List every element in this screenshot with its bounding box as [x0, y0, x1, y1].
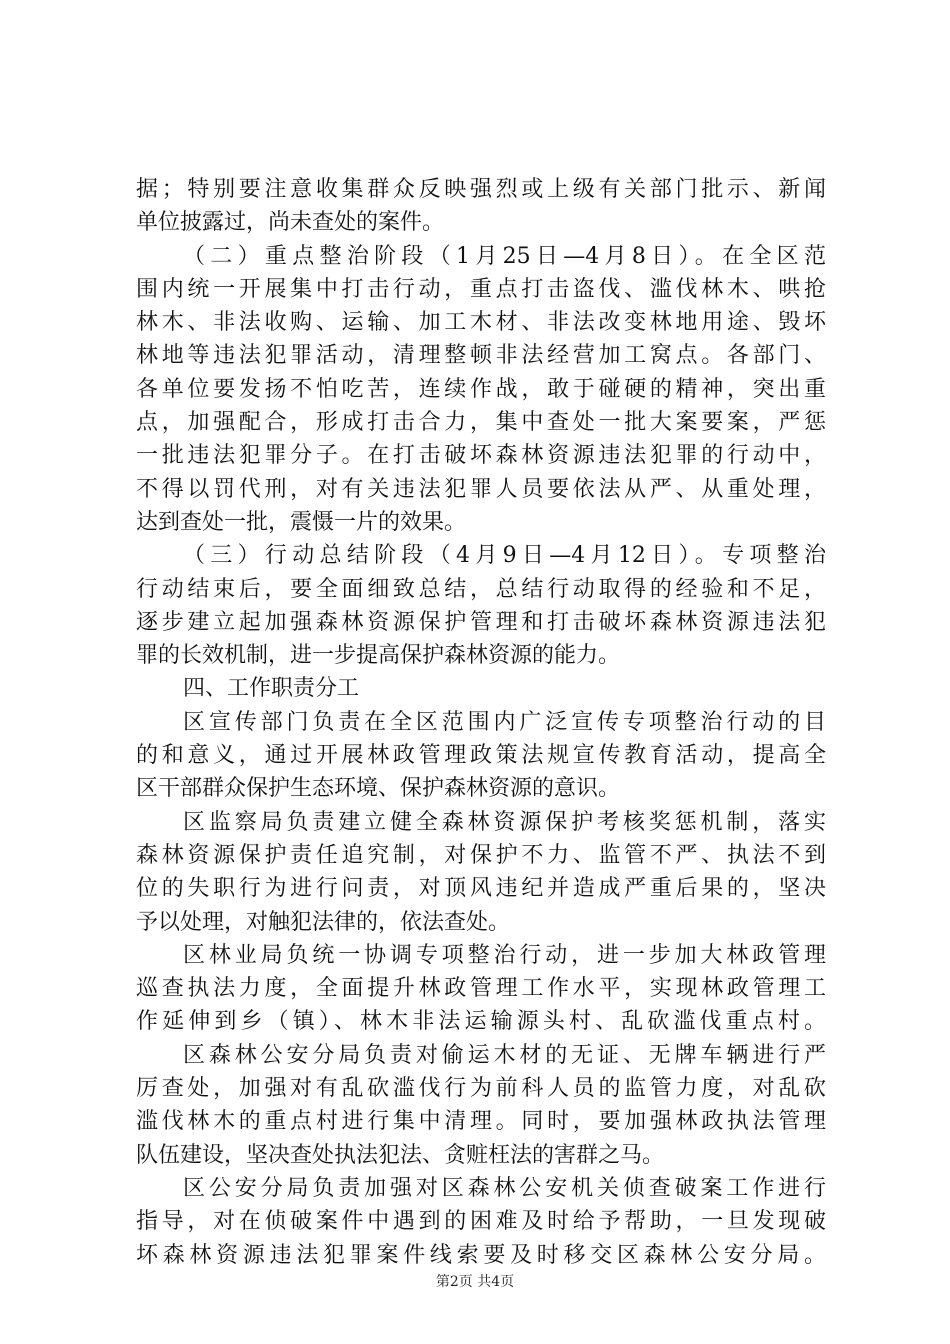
text-line: 点，加强配合，形成打击合力，集中查处一批大案要案，严惩 — [136, 410, 826, 436]
text-line: 坏森林资源违法犯罪案件线索要及时移交区森林公安分局。 — [136, 1242, 826, 1268]
text-line: 位的失职行为进行问责，对顶风违纪并造成严重后果的，坚决 — [136, 876, 826, 902]
text-line: （二）重点整治阶段（1月25日—4月8日）。在全区范 — [183, 243, 826, 269]
document-body — [136, 173, 826, 1272]
text-line: 罪的长效机制，进一步提高保护森林资源的能力。 — [136, 643, 621, 669]
text-line: 森林资源保护责任追究制，对保护不力、监管不严、执法不到 — [136, 842, 826, 868]
text-line: 区干部群众保护生态环境、保护森林资源的意识。 — [136, 776, 621, 802]
text-line: 滥伐林木的重点村进行集中清理。同时，要加强林政执法管理 — [136, 1109, 826, 1135]
text-line: 区宣传部门负责在全区范围内广泛宣传专项整治行动的目 — [183, 709, 826, 735]
text-line: 据；特别要注意收集群众反映强烈或上级有关部门批示、新闻 — [136, 177, 826, 202]
text-line: 达到查处一批，震慑一片的效果。 — [136, 509, 467, 535]
text-line: 围内统一开展集中打击行动，重点打击盗伐、滥伐林木、哄抢 — [136, 276, 826, 302]
text-line: （三）行动总结阶段（4月9日—4月12日）。专项整治 — [183, 543, 826, 569]
text-line: 行动结束后，要全面细致总结，总结行动取得的经验和不足， — [136, 576, 826, 602]
text-line: 不得以罚代刑，对有关违法犯罪人员要依法从严、从重处理， — [136, 476, 826, 502]
text-line: 巡查执法力度，全面提升林政管理工作水平，实现林政管理工 — [136, 976, 826, 1002]
text-line: 一批违法犯罪分子。在打击破坏森林资源违法犯罪的行动中， — [136, 443, 826, 469]
text-line: 予以处理，对触犯法律的，依法查处。 — [136, 909, 511, 935]
text-line: 各单位要发扬不怕吃苦，连续作战，敢于碰硬的精神，突出重 — [136, 376, 826, 402]
text-line: 单位披露过，尚未查处的案件。 — [136, 210, 445, 236]
text-line: 逐步建立起加强森林资源保护管理和打击破坏森林资源违法犯 — [136, 609, 826, 635]
text-line: 队伍建设，坚决查处执法犯法、贪赃枉法的害群之马。 — [136, 1142, 665, 1168]
text-line: 的和意义，通过开展林政管理政策法规宣传教育活动，提高全 — [136, 743, 826, 769]
text-line: 区森林公安分局负责对偷运木材的无证、无牌车辆进行严 — [183, 1042, 826, 1068]
section-heading: 四、工作职责分工 — [183, 676, 360, 702]
text-line: 厉查处，加强对有乱砍滥伐行为前科人员的监管力度，对乱砍 — [136, 1076, 826, 1102]
text-line: 林木、非法收购、运输、加工木材、非法改变林地用途、毁坏 — [136, 310, 826, 336]
text-line: 作延伸到乡（镇）、林木非法运输源头村、乱砍滥伐重点村。 — [136, 1009, 826, 1035]
page-number-footer: 第2页 共4页 — [435, 1274, 515, 1290]
text-line: 区公安分局负责加强对区森林公安机关侦查破案工作进行 — [183, 1175, 826, 1201]
text-line: 区林业局负统一协调专项整治行动，进一步加大林政管理 — [183, 942, 826, 968]
text-line: 林地等违法犯罪活动，清理整顿非法经营加工窝点。各部门、 — [136, 343, 826, 369]
text-line: 区监察局负责建立健全森林资源保护考核奖惩机制，落实 — [183, 809, 826, 835]
text-line: 指导，对在侦破案件中遇到的困难及时给予帮助，一旦发现破 — [136, 1209, 826, 1235]
